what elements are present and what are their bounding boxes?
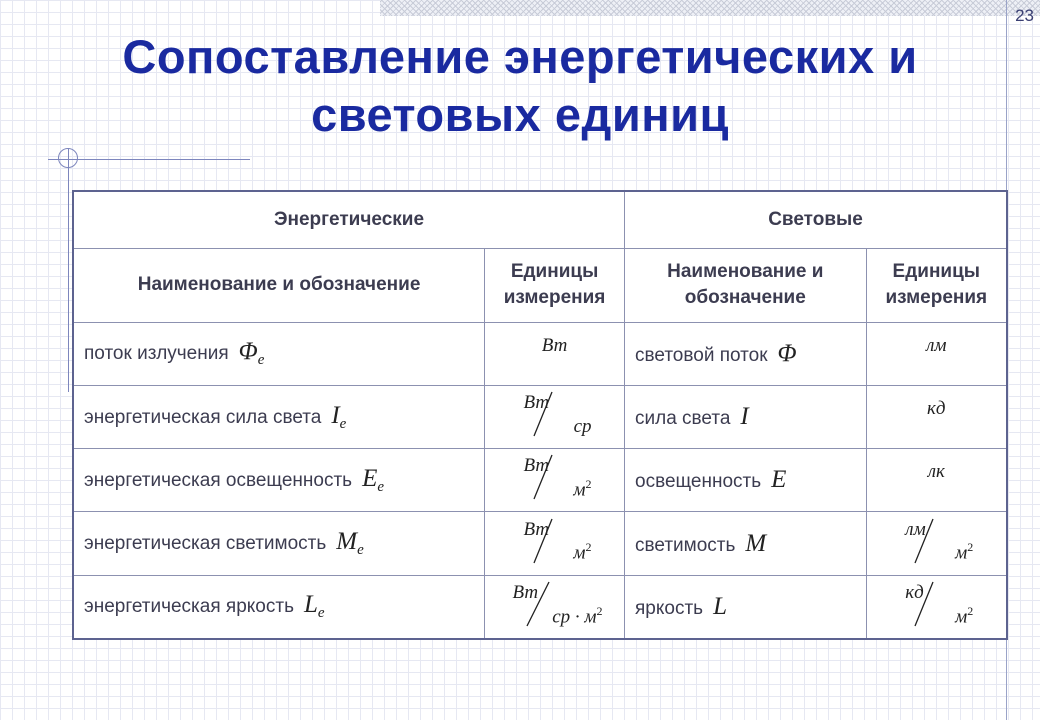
energy-unit-cell <box>485 575 625 639</box>
light-unit-denominator <box>955 540 973 564</box>
energy-unit-exponent: 2 <box>596 603 603 618</box>
energy-name-header: Наименование и обозначение <box>73 249 485 322</box>
light-quantity-symbol: I <box>740 403 749 430</box>
group-header-row <box>73 191 1007 249</box>
light-unit: лм <box>926 334 947 356</box>
energy-quantity-symbol-subscript: e <box>377 478 385 495</box>
light-unit-cell <box>866 385 1007 448</box>
energy-quantity-name: энергетическая светимость <box>84 533 327 555</box>
light-units-header: Единицы измерения <box>866 249 1007 322</box>
energy-unit-cell <box>485 385 625 448</box>
energy-quantity-symbol: Φ <box>238 338 258 366</box>
energy-unit: Вт <box>541 334 568 356</box>
energy-unit-numerator: Вт <box>523 518 550 540</box>
energy-quantity-symbol: E <box>362 464 378 492</box>
energy-unit-cell <box>485 512 625 575</box>
light-unit-numerator: кд <box>905 581 924 603</box>
energy-group-header: Энергетические <box>73 191 625 249</box>
energy-quantity-symbol-subscript: e <box>257 352 265 369</box>
energy-quantity-symbol-subscript: e <box>317 605 325 622</box>
title-line-2: световых единиц <box>311 88 729 141</box>
light-unit-denominator <box>955 604 973 628</box>
decorative-top-band <box>380 0 1040 16</box>
light-unit-cell <box>866 322 1007 385</box>
light-quantity-name: световой поток <box>635 344 768 366</box>
energy-unit-exponent: 2 <box>585 540 592 555</box>
decorative-horizontal-rule <box>48 159 250 160</box>
light-unit-cell <box>866 449 1007 512</box>
energy-quantity-symbol: I <box>331 401 340 429</box>
energy-unit-denominator <box>574 416 592 438</box>
light-quantity-cell <box>625 449 867 512</box>
light-name-header: Наименование и обозначение <box>625 249 867 322</box>
energy-unit-numerator: Вт <box>512 581 539 603</box>
light-unit-exponent: 2 <box>967 603 974 618</box>
light-quantity-cell <box>625 575 867 639</box>
decorative-crosshair-circle <box>58 148 78 168</box>
slide-title <box>40 28 1000 144</box>
page-number: 23 <box>1015 6 1034 25</box>
light-unit: лк <box>927 461 945 483</box>
energy-unit-denominator <box>573 477 591 501</box>
light-quantity-name: яркость <box>635 597 704 619</box>
table-row <box>73 385 1007 448</box>
energy-quantity-name: поток излучения <box>84 343 229 365</box>
light-quantity-name: светимость <box>635 534 736 556</box>
energy-quantity-cell <box>73 575 485 639</box>
units-comparison-table <box>72 190 1008 640</box>
energy-unit-denominator <box>573 540 591 564</box>
energy-quantity-cell <box>73 385 485 448</box>
column-header-row <box>73 249 1007 322</box>
energy-quantity-symbol: L <box>303 591 318 619</box>
light-unit-fraction <box>897 517 975 565</box>
title-line-1: Сопоставление энергетических и <box>122 30 918 83</box>
energy-quantity-cell <box>73 322 485 385</box>
energy-unit-numerator: Вт <box>523 392 550 413</box>
energy-unit-denominator <box>552 604 602 628</box>
light-unit-cell <box>866 512 1007 575</box>
energy-quantity-symbol-subscript: e <box>357 541 364 558</box>
energy-unit-fraction <box>516 453 594 501</box>
light-quantity-name: сила света <box>635 408 731 429</box>
energy-quantity-cell <box>73 449 485 512</box>
energy-unit-denominator-base: ср <box>573 416 592 437</box>
energy-units-header: Единицы измерения <box>485 249 625 322</box>
energy-unit-fraction <box>505 580 605 628</box>
light-unit: кд <box>927 397 946 419</box>
table-row <box>73 512 1007 575</box>
energy-unit-fraction <box>516 517 594 565</box>
energy-quantity-name: энергетическая сила света <box>84 406 322 428</box>
table-row <box>73 575 1007 639</box>
light-unit-cell <box>866 575 1007 639</box>
energy-quantity-name: энергетическая освещенность <box>84 469 353 491</box>
energy-quantity-cell <box>73 512 485 575</box>
light-quantity-symbol: M <box>745 529 767 557</box>
energy-unit-fraction <box>516 390 594 438</box>
energy-unit-denominator-base: м <box>573 542 586 564</box>
light-unit-denominator-base: м <box>955 605 968 627</box>
light-quantity-symbol: L <box>713 592 727 620</box>
energy-quantity-symbol: M <box>336 528 358 556</box>
light-unit-fraction <box>897 580 975 628</box>
energy-quantity-name: энергетическая яркость <box>84 596 294 618</box>
energy-unit-cell <box>485 322 625 385</box>
light-quantity-name: освещенность <box>635 471 762 493</box>
light-unit-denominator-base: м <box>955 542 968 564</box>
table-row <box>73 449 1007 512</box>
light-quantity-symbol: Φ <box>777 339 797 367</box>
energy-unit-denominator-base: ср · м <box>552 605 597 627</box>
light-quantity-cell <box>625 385 867 448</box>
energy-unit-denominator-base: м <box>573 479 586 501</box>
light-unit-exponent: 2 <box>967 540 974 555</box>
light-quantity-symbol: E <box>771 466 787 494</box>
table-body <box>73 322 1007 639</box>
energy-unit-exponent: 2 <box>585 476 592 491</box>
decorative-vertical-rule <box>68 148 69 392</box>
light-quantity-cell <box>625 512 867 575</box>
energy-unit-cell <box>485 449 625 512</box>
energy-unit-numerator: Вт <box>523 455 550 477</box>
energy-quantity-symbol-subscript: e <box>339 415 347 432</box>
light-unit-numerator: лм <box>905 518 926 540</box>
table-row <box>73 322 1007 385</box>
light-quantity-cell <box>625 322 867 385</box>
light-group-header: Световые <box>625 191 1008 249</box>
